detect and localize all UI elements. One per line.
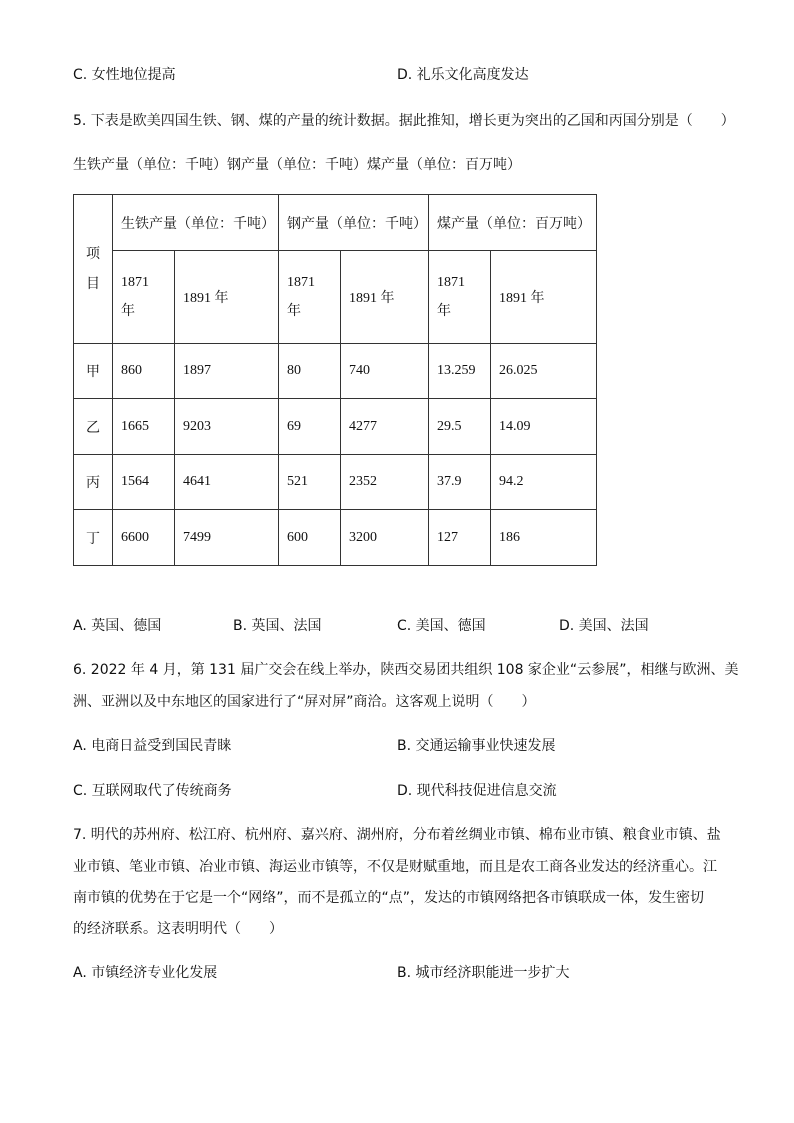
country-cell: 丙 bbox=[74, 455, 113, 510]
value-cell: 186 bbox=[491, 510, 597, 566]
q7-stem-line-3: 南市镇的优势在于它是一个“网络”，而不是孤立的“点”，发达的市镇网络把各市镇联成一体，发生密切 bbox=[73, 890, 705, 906]
q5-stem: 5. 下表是欧美四国生铁、钢、煤的产量的统计数据。据此推知，增长更为突出的乙国和丙国分别是（ ） bbox=[73, 113, 735, 129]
value-cell: 26.025 bbox=[491, 344, 597, 399]
q6-option-c: C. 互联网取代了传统商务 bbox=[73, 783, 232, 799]
value-cell: 29.5 bbox=[429, 399, 491, 455]
table-row bbox=[74, 455, 597, 510]
q7-option-b: B. 城市经济职能进一步扩大 bbox=[397, 965, 570, 981]
value-cell: 14.09 bbox=[491, 399, 597, 455]
country-cell: 丁 bbox=[74, 510, 113, 566]
value-cell: 600 bbox=[279, 510, 341, 566]
value-cell: 127 bbox=[429, 510, 491, 566]
value-cell: 2352 bbox=[341, 455, 429, 510]
q6-option-a: A. 电商日益受到国民青睐 bbox=[73, 738, 232, 754]
q4-option-c: C. 女性地位提高 bbox=[73, 67, 176, 83]
year-header-1891: 1891 年 bbox=[491, 251, 597, 344]
value-cell: 860 bbox=[113, 344, 175, 399]
table-row bbox=[74, 344, 597, 399]
value-cell: 740 bbox=[341, 344, 429, 399]
q6-option-d: D. 现代科技促进信息交流 bbox=[397, 783, 557, 799]
value-cell: 94.2 bbox=[491, 455, 597, 510]
value-cell: 69 bbox=[279, 399, 341, 455]
value-cell: 1897 bbox=[175, 344, 279, 399]
year-header-1871: 1871 年 bbox=[429, 251, 491, 344]
item-header-char-2: 目 bbox=[86, 276, 100, 292]
year-header-1891: 1891 年 bbox=[341, 251, 429, 344]
item-header-char-1: 项 bbox=[86, 246, 100, 262]
q7-stem-line-1: 7. 明代的苏州府、松江府、杭州府、嘉兴府、湖州府，分布着丝绸业市镇、棉布业市镇、粮食业市镇、盐 bbox=[73, 827, 721, 843]
q7-option-a: A. 市镇经济专业化发展 bbox=[73, 965, 218, 981]
value-cell: 13.259 bbox=[429, 344, 491, 399]
value-cell: 4641 bbox=[175, 455, 279, 510]
production-table bbox=[73, 194, 597, 566]
q5-option-b: B. 英国、法国 bbox=[233, 618, 322, 634]
q6-option-b: B. 交通运输事业快速发展 bbox=[397, 738, 556, 754]
value-cell: 37.9 bbox=[429, 455, 491, 510]
q7-stem-line-2: 业市镇、笔业市镇、冶业市镇、海运业市镇等，不仅是财赋重地，而且是农工商各业发达的经济重心。江 bbox=[73, 859, 717, 875]
q5-option-a: A. 英国、德国 bbox=[73, 618, 162, 634]
value-cell: 7499 bbox=[175, 510, 279, 566]
group-header-pig-iron: 生铁产量（单位：千吨） bbox=[113, 195, 279, 251]
value-cell: 3200 bbox=[341, 510, 429, 566]
item-header bbox=[74, 195, 113, 344]
value-cell: 4277 bbox=[341, 399, 429, 455]
q6-stem-line-2: 洲、亚洲以及中东地区的国家进行了“屏对屏”商洽。这客观上说明（ ） bbox=[73, 694, 536, 710]
q5-table-caption: 生铁产量（单位：千吨）钢产量（单位：千吨）煤产量（单位：百万吨） bbox=[73, 157, 521, 173]
country-cell: 乙 bbox=[74, 399, 113, 455]
year-header-1871: 1871 年 bbox=[279, 251, 341, 344]
value-cell: 1665 bbox=[113, 399, 175, 455]
table-row bbox=[74, 399, 597, 455]
value-cell: 80 bbox=[279, 344, 341, 399]
group-header-steel: 钢产量（单位：千吨） bbox=[279, 195, 429, 251]
q5-option-c: C. 美国、德国 bbox=[397, 618, 486, 634]
value-cell: 1564 bbox=[113, 455, 175, 510]
value-cell: 521 bbox=[279, 455, 341, 510]
year-header-1871: 1871 年 bbox=[113, 251, 175, 344]
q4-option-d: D. 礼乐文化高度发达 bbox=[397, 67, 529, 83]
value-cell: 9203 bbox=[175, 399, 279, 455]
country-cell: 甲 bbox=[74, 344, 113, 399]
group-header-coal: 煤产量（单位：百万吨） bbox=[429, 195, 597, 251]
value-cell: 6600 bbox=[113, 510, 175, 566]
year-header-1891: 1891 年 bbox=[175, 251, 279, 344]
q5-option-d: D. 美国、法国 bbox=[559, 618, 649, 634]
q7-stem-line-4: 的经济联系。这表明明代（ ） bbox=[73, 921, 283, 937]
table-row bbox=[74, 510, 597, 566]
q6-stem-line-1: 6. 2022 年 4 月，第 131 届广交会在线上举办，陕西交易团共组织 108 家企业“云参展”，相继与欧洲、美 bbox=[73, 662, 739, 678]
